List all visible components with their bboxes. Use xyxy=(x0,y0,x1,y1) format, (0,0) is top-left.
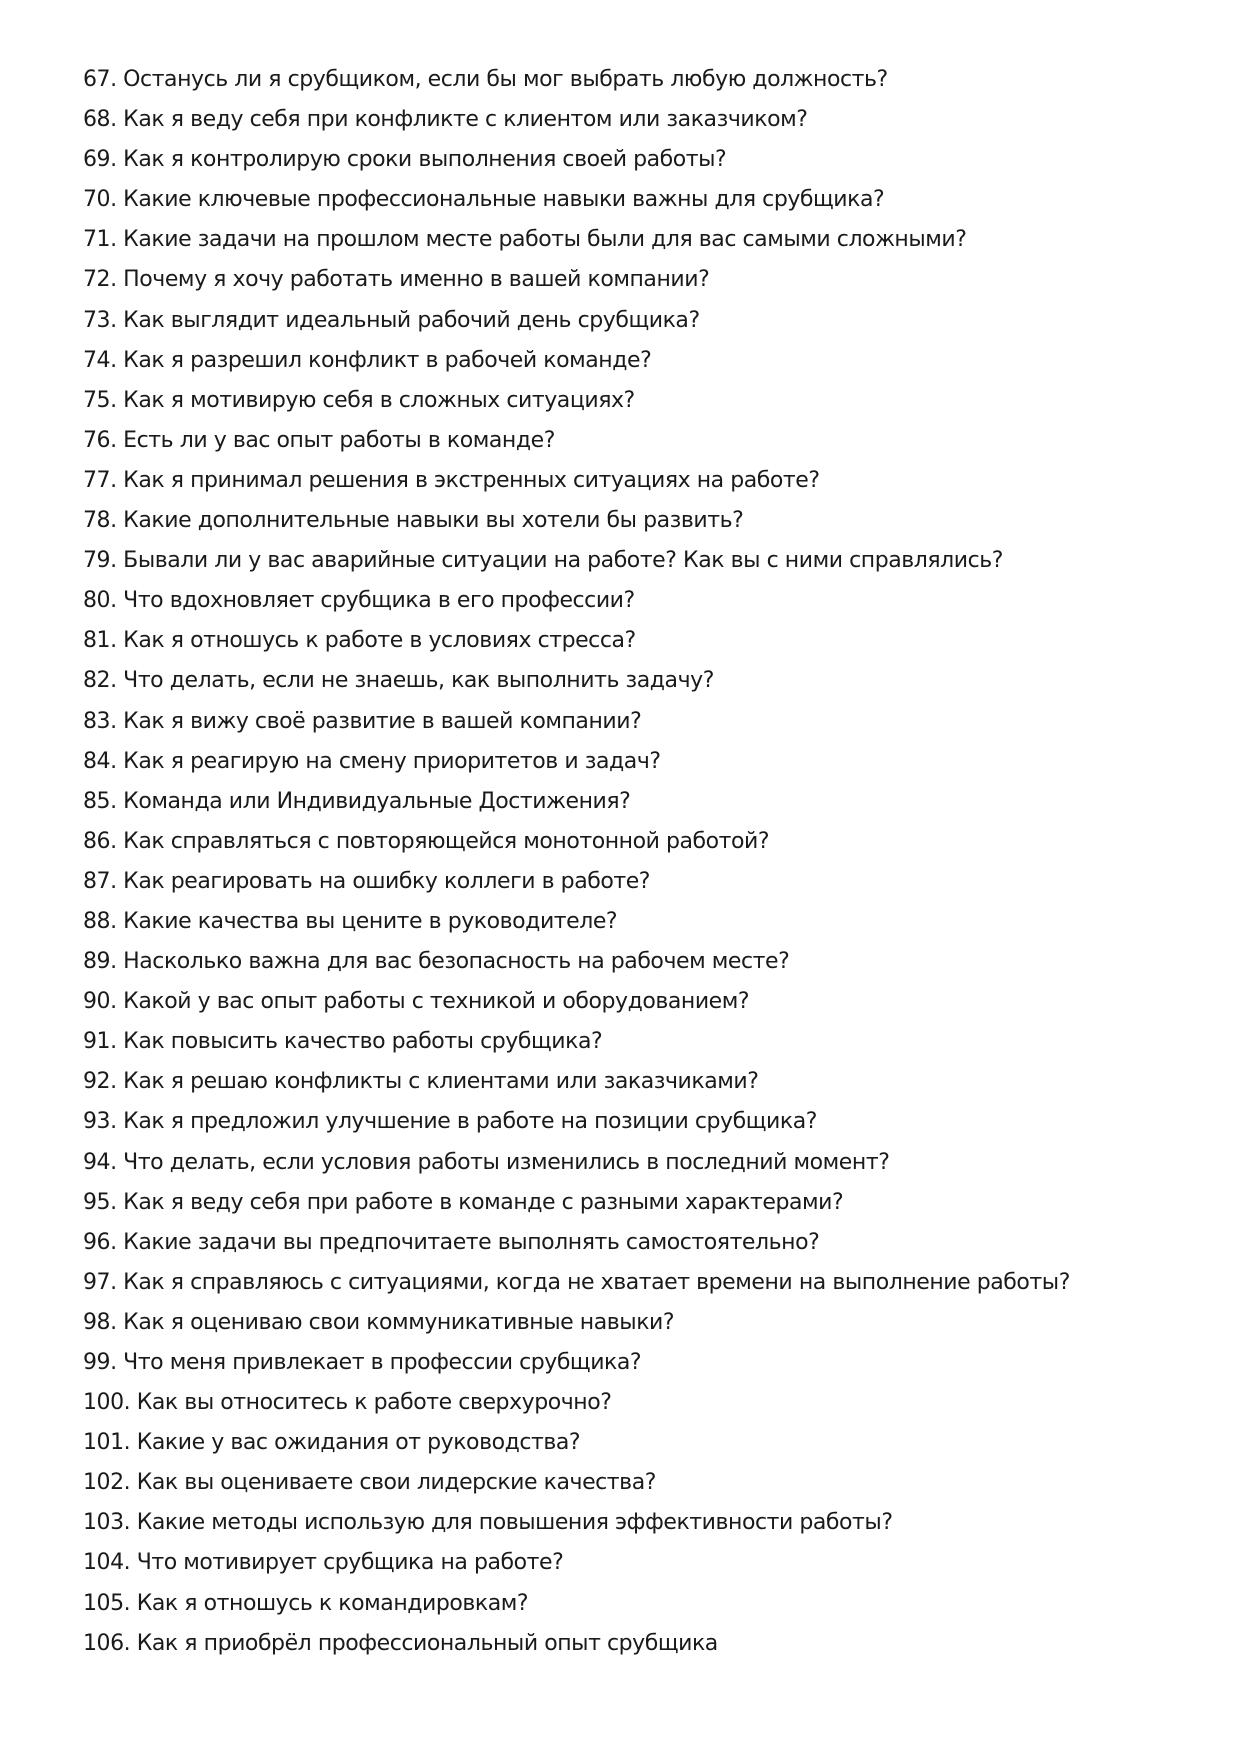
question-item: 92. Как я решаю конфликты с клиентами или заказчиками? xyxy=(83,1069,759,1095)
question-item: 77. Как я принимал решения в экстренных ситуациях на работе? xyxy=(83,467,820,493)
question-item: 76. Есть ли у вас опыт работы в команде? xyxy=(83,427,555,453)
question-item: 74. Как я разрешил конфликт в рабочей команде? xyxy=(83,347,652,373)
question-item: 90. Какой у вас опыт работы с техникой и оборудованием? xyxy=(83,989,750,1015)
question-item: 81. Как я отношусь к работе в условиях стресса? xyxy=(83,628,636,654)
question-item: 106. Как я приобрёл профессиональный опыт срубщика xyxy=(83,1630,718,1656)
question-item: 94. Что делать, если условия работы изменились в последний момент? xyxy=(83,1149,890,1175)
question-item: 68. Как я веду себя при конфликте с клиентом или заказчиком? xyxy=(83,107,808,133)
question-item: 71. Какие задачи на прошлом месте работы были для вас самыми сложными? xyxy=(83,227,967,253)
question-item: 93. Как я предложил улучшение в работе на позиции срубщика? xyxy=(83,1109,817,1135)
question-item: 86. Как справляться с повторяющейся монотонной работой? xyxy=(83,828,770,854)
question-item: 87. Как реагировать на ошибку коллеги в работе? xyxy=(83,868,651,894)
question-item: 69. Как я контролирую сроки выполнения своей работы? xyxy=(83,147,727,173)
question-item: 80. Что вдохновляет срубщика в его профессии? xyxy=(83,588,635,614)
question-item: 101. Какие у вас ожидания от руководства? xyxy=(83,1430,581,1456)
question-item: 84. Как я реагирую на смену приоритетов и задач? xyxy=(83,748,661,774)
question-item: 70. Какие ключевые профессиональные навыки важны для срубщика? xyxy=(83,187,885,213)
question-item: 73. Как выглядит идеальный рабочий день срубщика? xyxy=(83,307,700,333)
question-item: 97. Как я справляюсь с ситуациями, когда не хватает времени на выполнение работы? xyxy=(83,1269,1070,1295)
question-item: 67. Останусь ли я срубщиком, если бы мог выбрать любую должность? xyxy=(83,67,888,92)
question-item: 88. Какие качества вы цените в руководителе? xyxy=(83,908,618,934)
question-item: 83. Как я вижу своё развитие в вашей компании? xyxy=(83,708,642,734)
question-item: 104. Что мотивирует срубщика на работе? xyxy=(83,1550,564,1576)
question-item: 99. Что меня привлекает в профессии срубщика? xyxy=(83,1350,642,1375)
question-item: 98. Как я оцениваю свои коммуникативные навыки? xyxy=(83,1309,675,1335)
question-item: 79. Бывали ли у вас аварийные ситуации на работе? Как вы с ними справлялись? xyxy=(83,548,1003,574)
question-item: 96. Какие задачи вы предпочитаете выполнять самостоятельно? xyxy=(83,1229,820,1255)
question-item: 75. Как я мотивирую себя в сложных ситуациях? xyxy=(83,387,635,413)
question-item: 100. Как вы относитесь к работе сверхурочно? xyxy=(83,1390,612,1416)
question-item: 82. Что делать, если не знаешь, как выполнить задачу? xyxy=(83,668,714,694)
question-item: 102. Как вы оцениваете свои лидерские качества? xyxy=(83,1470,656,1496)
question-item: 72. Почему я хочу работать именно в вашей компании? xyxy=(83,267,710,293)
question-item: 78. Какие дополнительные навыки вы хотели бы развить? xyxy=(83,508,744,534)
question-list xyxy=(83,60,1203,1664)
question-item: 91. Как повысить качество работы срубщика? xyxy=(83,1029,603,1055)
question-item: 95. Как я веду себя при работе в команде с разными характерами? xyxy=(83,1189,844,1215)
question-item: 89. Насколько важна для вас безопасность на рабочем месте? xyxy=(83,949,790,975)
question-item: 105. Как я отношусь к командировкам? xyxy=(83,1590,529,1616)
question-item: 103. Какие методы использую для повышения эффективности работы? xyxy=(83,1510,893,1536)
question-item: 85. Команда или Индивидуальные Достижения? xyxy=(83,788,631,814)
